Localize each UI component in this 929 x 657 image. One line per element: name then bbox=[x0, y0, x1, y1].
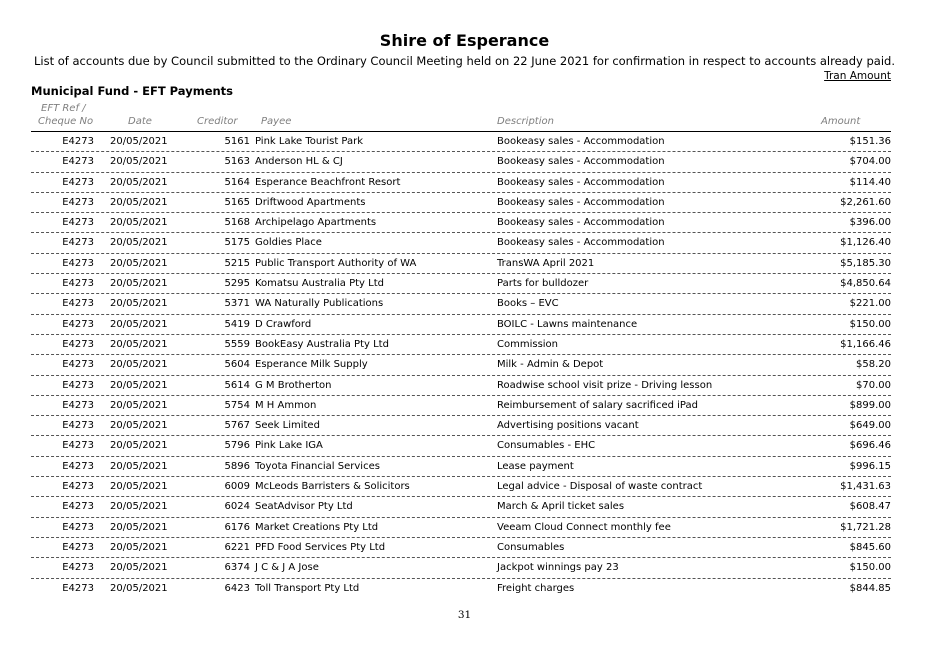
creditor-cell: 5175 bbox=[224, 237, 250, 249]
table-row bbox=[31, 355, 891, 375]
fund-title: Municipal Fund - EFT Payments bbox=[31, 84, 234, 98]
amount-cell: $1,721.28 bbox=[840, 521, 891, 533]
payee-cell: Market Creations Pty Ltd bbox=[255, 521, 379, 533]
description-cell: Freight charges bbox=[497, 582, 575, 594]
creditor-cell: 5164 bbox=[224, 176, 250, 188]
table-row bbox=[31, 294, 891, 314]
page-number: 31 bbox=[457, 609, 472, 621]
document-title: Shire of Esperance bbox=[379, 31, 550, 50]
date-cell: 20/05/2021 bbox=[110, 338, 168, 350]
date-cell: 20/05/2021 bbox=[110, 257, 168, 269]
date-cell: 20/05/2021 bbox=[110, 217, 168, 229]
creditor-cell: 5371 bbox=[224, 298, 250, 310]
table-row bbox=[31, 558, 891, 578]
payee-cell: WA Naturally Publications bbox=[255, 298, 384, 310]
description-cell: Veeam Cloud Connect monthly fee bbox=[497, 521, 671, 533]
payee-cell: McLeods Barristers & Solicitors bbox=[255, 481, 410, 493]
amount-cell: $844.85 bbox=[849, 582, 891, 594]
creditor-cell: 5754 bbox=[224, 399, 250, 411]
date-cell: 20/05/2021 bbox=[110, 420, 168, 432]
table-row bbox=[31, 152, 891, 172]
date-cell: 20/05/2021 bbox=[110, 460, 168, 472]
creditor-cell: 5896 bbox=[224, 460, 250, 472]
payee-cell: Esperance Milk Supply bbox=[255, 359, 368, 371]
amount-cell: $649.00 bbox=[849, 420, 891, 432]
description-cell: Commission bbox=[497, 338, 559, 350]
amount-cell: $1,431.63 bbox=[840, 481, 891, 493]
payee-cell: M H Ammon bbox=[255, 399, 317, 411]
payee-cell: Pink Lake Tourist Park bbox=[255, 136, 364, 147]
creditor-cell: 5796 bbox=[224, 440, 250, 452]
creditor-cell: 5604 bbox=[224, 359, 250, 371]
column-header-ref-line2: Cheque No bbox=[38, 116, 94, 127]
description-cell: Bookeasy sales - Accommodation bbox=[497, 196, 665, 208]
date-cell: 20/05/2021 bbox=[110, 176, 168, 188]
date-cell: 20/05/2021 bbox=[110, 237, 168, 249]
eft-ref-cell: E4273 bbox=[62, 257, 94, 269]
amount-cell: $70.00 bbox=[856, 379, 891, 391]
creditor-cell: 6009 bbox=[224, 481, 250, 493]
creditor-cell: 5215 bbox=[224, 257, 250, 269]
amount-cell: $58.20 bbox=[856, 359, 891, 371]
eft-ref-cell: E4273 bbox=[62, 156, 94, 168]
payee-cell: Archipelago Apartments bbox=[255, 217, 377, 229]
column-header-creditor: Creditor bbox=[197, 116, 238, 127]
amount-cell: $996.15 bbox=[849, 460, 891, 472]
payee-cell: Anderson HL & CJ bbox=[255, 156, 343, 168]
table-row bbox=[31, 436, 891, 456]
description-cell: Consumables - EHC bbox=[497, 440, 596, 452]
column-header-description: Description bbox=[497, 116, 554, 127]
description-cell: Books – EVC bbox=[497, 298, 559, 310]
date-cell: 20/05/2021 bbox=[110, 136, 168, 147]
date-cell: 20/05/2021 bbox=[110, 156, 168, 168]
eft-ref-cell: E4273 bbox=[62, 196, 94, 208]
payee-cell: Seek Limited bbox=[255, 420, 320, 432]
table-row bbox=[31, 213, 891, 233]
eft-ref-cell: E4273 bbox=[62, 521, 94, 533]
date-cell: 20/05/2021 bbox=[110, 359, 168, 371]
amount-cell: $696.46 bbox=[849, 440, 891, 452]
table-row bbox=[31, 518, 891, 538]
column-header-date: Date bbox=[128, 116, 152, 127]
date-cell: 20/05/2021 bbox=[110, 379, 168, 391]
description-cell: Bookeasy sales - Accommodation bbox=[497, 237, 665, 249]
amount-cell: $1,126.40 bbox=[840, 237, 891, 249]
description-cell: Reimbursement of salary sacrificed iPad bbox=[497, 399, 698, 411]
date-cell: 20/05/2021 bbox=[110, 278, 168, 290]
table-row bbox=[31, 173, 891, 193]
payee-cell: J C & J A Jose bbox=[255, 562, 319, 574]
eft-ref-cell: E4273 bbox=[62, 420, 94, 432]
creditor-cell: 6024 bbox=[224, 501, 250, 513]
description-cell: Bookeasy sales - Accommodation bbox=[497, 156, 665, 168]
table-row bbox=[31, 477, 891, 497]
amount-cell: $5,185.30 bbox=[840, 257, 891, 269]
table-row bbox=[31, 457, 891, 477]
table-row bbox=[31, 579, 891, 599]
creditor-cell: 6374 bbox=[224, 562, 250, 574]
payee-cell: SeatAdvisor Pty Ltd bbox=[255, 501, 353, 513]
creditor-cell: 5168 bbox=[224, 217, 250, 229]
date-cell: 20/05/2021 bbox=[110, 318, 168, 330]
description-cell: Lease payment bbox=[497, 460, 574, 472]
date-cell: 20/05/2021 bbox=[110, 298, 168, 310]
amount-cell: $608.47 bbox=[849, 501, 891, 513]
creditor-cell: 6221 bbox=[224, 541, 250, 553]
eft-ref-cell: E4273 bbox=[62, 359, 94, 371]
column-header-amount: Amount bbox=[821, 116, 861, 127]
payee-cell: Goldies Place bbox=[255, 237, 322, 249]
amount-cell: $151.36 bbox=[849, 136, 891, 147]
eft-ref-cell: E4273 bbox=[62, 399, 94, 411]
amount-cell: $2,261.60 bbox=[840, 196, 891, 208]
eft-ref-cell: E4273 bbox=[62, 501, 94, 513]
creditor-cell: 6176 bbox=[224, 521, 250, 533]
table-row bbox=[31, 335, 891, 355]
table-row bbox=[31, 132, 891, 152]
creditor-cell: 5614 bbox=[224, 379, 250, 391]
amount-cell: $1,166.46 bbox=[840, 338, 891, 350]
table-row bbox=[31, 254, 891, 274]
creditor-cell: 6423 bbox=[224, 582, 250, 594]
date-cell: 20/05/2021 bbox=[110, 582, 168, 594]
eft-ref-cell: E4273 bbox=[62, 298, 94, 310]
payee-cell: Driftwood Apartments bbox=[255, 196, 366, 208]
amount-cell: $4,850.64 bbox=[840, 278, 891, 290]
description-cell: Milk - Admin & Depot bbox=[497, 359, 604, 371]
table-row bbox=[31, 376, 891, 396]
eft-ref-cell: E4273 bbox=[62, 562, 94, 574]
description-cell: Bookeasy sales - Accommodation bbox=[497, 136, 665, 147]
eft-ref-cell: E4273 bbox=[62, 176, 94, 188]
payee-cell: Esperance Beachfront Resort bbox=[255, 176, 401, 188]
creditor-cell: 5559 bbox=[224, 338, 250, 350]
creditor-cell: 5767 bbox=[224, 420, 250, 432]
payee-cell: Komatsu Australia Pty Ltd bbox=[255, 278, 384, 290]
table-row bbox=[31, 538, 891, 558]
creditor-cell: 5161 bbox=[224, 136, 250, 147]
table-row bbox=[31, 233, 891, 253]
table-row bbox=[31, 497, 891, 517]
date-cell: 20/05/2021 bbox=[110, 501, 168, 513]
document-subtitle: List of accounts due by Council submitted to the Ordinary Council Meeting held on 22 June 2021 for confirmation in respect to accounts already paid. bbox=[34, 54, 895, 68]
creditor-cell: 5295 bbox=[224, 278, 250, 290]
eft-ref-cell: E4273 bbox=[62, 440, 94, 452]
payee-cell: D Crawford bbox=[255, 318, 312, 330]
description-cell: Legal advice - Disposal of waste contract bbox=[497, 481, 703, 493]
eft-ref-cell: E4273 bbox=[62, 237, 94, 249]
eft-ref-cell: E4273 bbox=[62, 481, 94, 493]
date-cell: 20/05/2021 bbox=[110, 440, 168, 452]
description-cell: Consumables bbox=[497, 541, 565, 553]
description-cell: Jackpot winnings pay 23 bbox=[497, 562, 619, 574]
column-header-payee: Payee bbox=[261, 116, 292, 127]
amount-cell: $845.60 bbox=[849, 541, 891, 553]
date-cell: 20/05/2021 bbox=[110, 399, 168, 411]
eft-ref-cell: E4273 bbox=[62, 541, 94, 553]
eft-ref-cell: E4273 bbox=[62, 460, 94, 472]
creditor-cell: 5165 bbox=[224, 196, 250, 208]
creditor-cell: 5163 bbox=[224, 156, 250, 168]
eft-ref-cell: E4273 bbox=[62, 278, 94, 290]
description-cell: March & April ticket sales bbox=[497, 501, 625, 513]
description-cell: Advertising positions vacant bbox=[497, 420, 639, 432]
amount-cell: $114.40 bbox=[849, 176, 891, 188]
payee-cell: G M Brotherton bbox=[255, 379, 332, 391]
description-cell: Bookeasy sales - Accommodation bbox=[497, 217, 665, 229]
description-cell: BOILC - Lawns maintenance bbox=[497, 318, 638, 330]
eft-ref-cell: E4273 bbox=[62, 379, 94, 391]
description-cell: Bookeasy sales - Accommodation bbox=[497, 176, 665, 188]
column-header-ref bbox=[38, 102, 93, 128]
amount-cell: $899.00 bbox=[849, 399, 891, 411]
eft-ref-cell: E4273 bbox=[62, 136, 94, 147]
description-cell: TransWA April 2021 bbox=[497, 257, 595, 269]
amount-cell: $221.00 bbox=[849, 298, 891, 310]
description-cell: Parts for bulldozer bbox=[497, 278, 589, 290]
payee-cell: Public Transport Authority of WA bbox=[255, 257, 417, 269]
date-cell: 20/05/2021 bbox=[110, 196, 168, 208]
date-cell: 20/05/2021 bbox=[110, 521, 168, 533]
payee-cell: Toyota Financial Services bbox=[255, 460, 380, 472]
payee-cell: BookEasy Australia Pty Ltd bbox=[255, 338, 389, 350]
date-cell: 20/05/2021 bbox=[110, 541, 168, 553]
eft-ref-cell: E4273 bbox=[62, 217, 94, 229]
table-row bbox=[31, 416, 891, 436]
eft-ref-cell: E4273 bbox=[62, 318, 94, 330]
amount-cell: $150.00 bbox=[849, 318, 891, 330]
description-cell: Roadwise school visit prize - Driving lesson bbox=[497, 379, 713, 391]
table-row bbox=[31, 193, 891, 213]
amount-cell: $150.00 bbox=[849, 562, 891, 574]
table-row bbox=[31, 315, 891, 335]
payee-cell: PFD Food Services Pty Ltd bbox=[255, 541, 386, 553]
table-row bbox=[31, 396, 891, 416]
column-header-ref-line1: EFT Ref / bbox=[41, 103, 86, 114]
amount-cell: $704.00 bbox=[849, 156, 891, 168]
payee-cell: Pink Lake IGA bbox=[255, 440, 323, 452]
date-cell: 20/05/2021 bbox=[110, 481, 168, 493]
creditor-cell: 5419 bbox=[224, 318, 250, 330]
eft-ref-cell: E4273 bbox=[62, 582, 94, 594]
payments-table bbox=[31, 132, 891, 599]
table-row bbox=[31, 274, 891, 294]
payee-cell: Toll Transport Pty Ltd bbox=[255, 582, 360, 594]
tran-amount-label: Tran Amount bbox=[824, 70, 891, 82]
date-cell: 20/05/2021 bbox=[110, 562, 168, 574]
amount-cell: $396.00 bbox=[849, 217, 891, 229]
eft-ref-cell: E4273 bbox=[62, 338, 94, 350]
